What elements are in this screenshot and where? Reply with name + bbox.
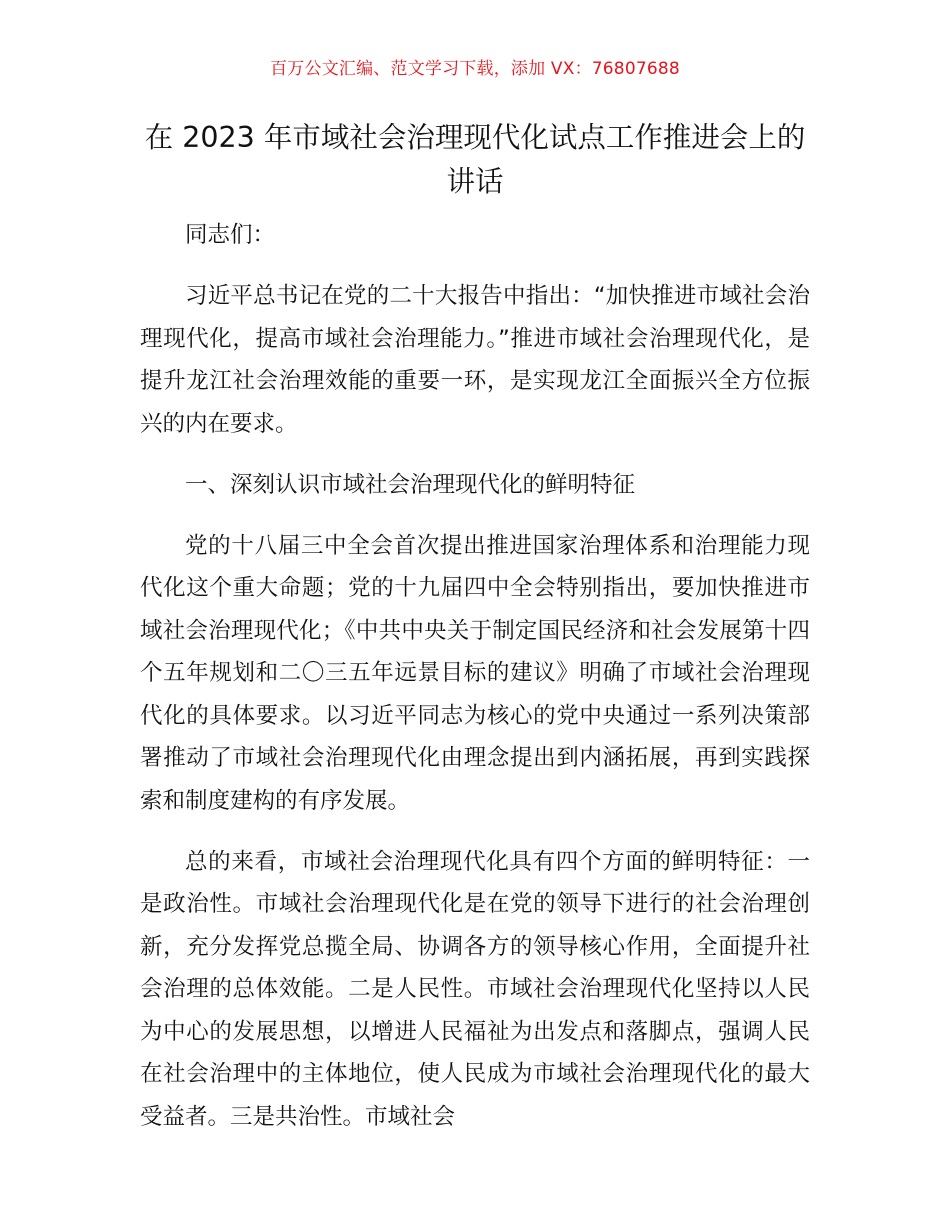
document-title: 在 2023 年市域社会治理现代化试点工作推进会上的讲话 bbox=[144, 121, 806, 198]
paragraph-intro: 习近平总书记在党的二十大报告中指出：“加快推进市域社会治理现代化，提高市域社会治理能力。”推进市域社会治理现代化，是提升龙江社会治理效能的重要一环，是实现龙江全面振兴全方位振兴的内在要求。 bbox=[140, 283, 810, 437]
paragraph-history: 党的十八届三中全会首次提出推进国家治理体系和治理能力现代化这个重大命题；党的十九届四中全会特别指出，要加快推进市域社会治理现代化；《中共中央关于制定国民经济和社会发展第十四个五年规划和二〇三五年远景目标的建议》明确了市域社会治理现代化的具体要求。以习近平同志为核心的党中央通过一系列决策部署推动了市域社会治理现代化由理念提出到内涵拓展，再到实践探索和制度建构的有序发展。 bbox=[140, 532, 810, 814]
paragraph-features: 总的来看，市域社会治理现代化具有四个方面的鲜明特征：一是政治性。市域社会治理现代化是在党的领导下进行的社会治理创新，充分发挥党总揽全局、协调各方的领导核心作用，全面提升社会治理的总体效能。二是人民性。市域社会治理现代化坚持以人民为中心的发展思想，以增进人民福祉为出发点和落脚点，强调人民在社会治理中的主体地位，使人民成为市域社会治理现代化的最大受益者。三是共治性。市域社会 bbox=[140, 848, 810, 1130]
section-heading: 一、深刻认识市域社会治理现代化的鲜明特征 bbox=[185, 471, 636, 498]
document-body bbox=[140, 214, 810, 1157]
watermark-text: 百万公文汇编、范文学习下载，添加 VX：76807688 bbox=[270, 59, 680, 79]
salutation: 同志们： bbox=[185, 222, 276, 248]
